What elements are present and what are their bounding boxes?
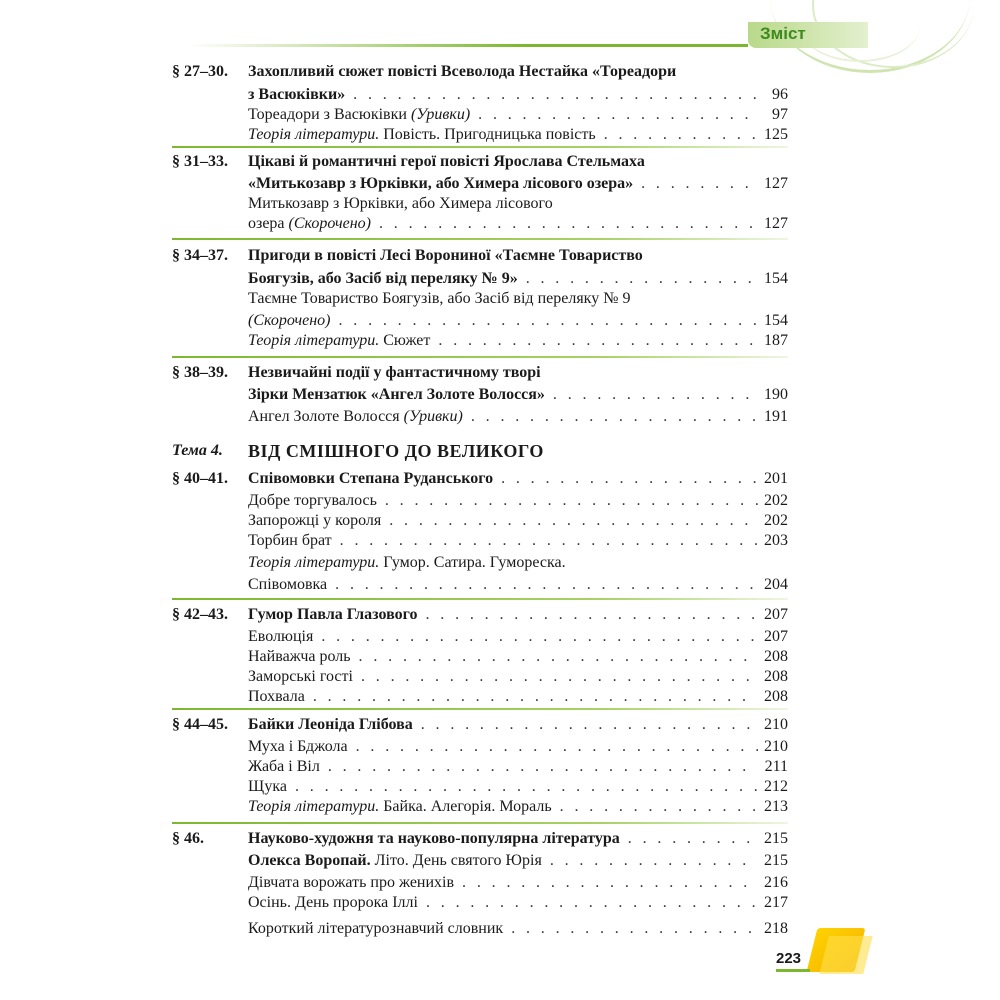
toc-entry-text — [248, 756, 320, 778]
page-ref: 217 — [764, 894, 788, 911]
toc-text-part: Осінь. День пророка Іллі — [248, 894, 418, 911]
toc-row — [0, 406, 1000, 428]
toc-row — [0, 714, 1000, 736]
toc-row — [0, 384, 1000, 406]
toc-entry-text — [248, 604, 417, 626]
toc-text-part: «Митькозавр з Юрківки, або Химера лісового озера» — [248, 175, 634, 192]
toc-text-part: (Уривки) — [403, 408, 463, 425]
toc-text-part: Таємне Товариство Боягузів, або Засіб від переляку № 9 — [248, 290, 631, 307]
toc-row — [0, 850, 1000, 872]
toc-row — [0, 574, 1000, 596]
page-ref: 218 — [764, 920, 788, 937]
page-ref: 190 — [764, 386, 788, 403]
toc-entry-text — [248, 61, 676, 83]
toc-entry-text — [248, 490, 377, 512]
toc-entry-text — [248, 193, 553, 215]
toc-text-part: Байка. Алегорія. Мораль — [379, 798, 552, 815]
toc-text-part: Гумор Павла Глазового — [248, 606, 418, 623]
leader-dots — [425, 604, 758, 626]
toc-row — [0, 530, 1000, 552]
toc-entry-text — [248, 124, 596, 146]
leader-dots — [526, 268, 758, 290]
section-separator — [172, 822, 788, 824]
page-ref: 96 — [772, 86, 788, 103]
toc-entry-text — [248, 626, 313, 648]
page-title: Зміст — [760, 24, 806, 43]
toc-text-part: Літо. День святого Юрія — [370, 852, 542, 869]
page-ref: 207 — [764, 628, 788, 645]
toc-entry-text — [248, 574, 327, 596]
leader-dots — [471, 406, 758, 428]
toc-row — [0, 173, 1000, 195]
toc-row — [0, 828, 1000, 850]
page-ref: 216 — [764, 874, 788, 891]
toc-text-part: (Скорочено) — [288, 215, 371, 232]
leader-dots — [328, 756, 758, 778]
section-separator — [172, 238, 788, 240]
toc-text-part: Щука — [248, 778, 287, 795]
toc-text-part: Короткий літературознавчий словник — [248, 920, 504, 937]
toc-row — [0, 796, 1000, 818]
page-ref: 211 — [764, 758, 788, 775]
toc-text-part: Олекса Воропай. — [248, 852, 371, 869]
page-ref: 125 — [764, 126, 788, 143]
leader-dots — [295, 776, 758, 798]
leader-dots — [550, 850, 758, 872]
toc-text-part: Співомовки Степана Руданського — [248, 470, 494, 487]
toc-entry-text — [248, 666, 353, 688]
toc-row — [0, 892, 1000, 914]
toc-text-part: Гумор. Сатира. Гумореска. — [379, 554, 566, 571]
toc-text-part: Боягузів, або Засіб від переляку № 9» — [248, 270, 518, 287]
page-ref: 208 — [764, 648, 788, 665]
leader-dots — [353, 84, 758, 106]
leader-dots — [361, 666, 758, 688]
toc-entry-text — [248, 310, 330, 332]
section-separator — [172, 598, 788, 600]
toc-text-part: Теорія літератури. — [248, 332, 380, 349]
leader-dots — [438, 330, 758, 352]
leader-dots — [511, 918, 758, 940]
toc-row — [0, 736, 1000, 758]
section-number: § 46. — [172, 830, 204, 847]
leader-dots — [426, 892, 758, 914]
section-number: § 44–45. — [172, 716, 228, 733]
leader-dots — [321, 626, 758, 648]
toc-text-part: Байки Леоніда Глібова — [248, 716, 413, 733]
toc-row — [0, 440, 1000, 462]
toc-entry-text — [248, 151, 645, 173]
page-ref: 202 — [764, 512, 788, 529]
toc-row — [0, 310, 1000, 332]
toc-row — [0, 666, 1000, 688]
toc-entry-text — [248, 330, 430, 352]
toc-entry-text — [248, 686, 305, 708]
leader-dots — [379, 213, 758, 235]
toc-entry-text — [248, 776, 287, 798]
page-ref: 204 — [764, 576, 788, 593]
page-ref: 191 — [764, 408, 788, 425]
toc-text-part: Захопливий сюжет повісті Всеволода Нестайка «Тореадори — [248, 63, 677, 80]
toc-row — [0, 104, 1000, 126]
page-ref: 215 — [764, 852, 788, 869]
toc-text-part: Пригоди в повісті Лесі Ворониної «Таємне Товариство — [248, 247, 643, 264]
toc-row — [0, 61, 1000, 83]
leader-dots — [462, 872, 758, 894]
toc-entry-text — [248, 468, 493, 490]
toc-row — [0, 552, 1000, 574]
toc-text-part: Ангел Золоте Волосся — [248, 408, 404, 425]
toc-row — [0, 151, 1000, 173]
toc-text-part: Заморські гості — [248, 668, 353, 685]
section-number: § 31–33. — [172, 153, 228, 170]
toc-row — [0, 510, 1000, 532]
page-number: 223 — [776, 950, 802, 967]
page-ref: 202 — [764, 492, 788, 509]
toc-row — [0, 268, 1000, 290]
toc-row — [0, 872, 1000, 894]
toc-entry-text — [248, 872, 454, 894]
toc-entry-text — [248, 850, 542, 872]
leader-dots — [604, 124, 758, 146]
section-separator — [172, 356, 788, 358]
leader-dots — [356, 736, 758, 758]
toc-row — [0, 776, 1000, 798]
toc-text-part: Теорія літератури. — [248, 798, 380, 815]
toc-entry-text — [248, 892, 418, 914]
section-number: § 42–43. — [172, 606, 228, 623]
leader-dots — [338, 310, 758, 332]
toc-row — [0, 626, 1000, 648]
toc-text-part: Тореадори з Васюківки — [248, 106, 411, 123]
toc-text-part: Похвала — [248, 688, 305, 705]
leader-dots — [340, 530, 758, 552]
toc-text-part: (Уривки) — [410, 106, 471, 123]
page-ref: 127 — [764, 215, 788, 232]
leader-dots — [641, 173, 758, 195]
page-ref: 208 — [764, 688, 788, 705]
toc-entry-text — [248, 646, 351, 668]
leader-dots — [501, 468, 758, 490]
leader-dots — [359, 646, 758, 668]
page-ref: 201 — [764, 470, 788, 487]
toc-row — [0, 686, 1000, 708]
toc-entry-text — [248, 384, 545, 406]
page-ref: 187 — [764, 332, 788, 349]
toc-text-part: Муха і Бджола — [248, 738, 348, 755]
toc-text-part: Добре торгувалось — [248, 492, 377, 509]
toc-entry-text — [248, 828, 620, 850]
toc-entry-text — [248, 213, 371, 235]
page-ref: 154 — [764, 270, 788, 287]
toc-entry-text — [248, 796, 552, 818]
toc-text-part: Науково-художня та науково-популярна література — [248, 830, 620, 847]
page-ref: 97 — [772, 106, 788, 123]
leader-dots — [553, 384, 758, 406]
leader-dots — [385, 490, 758, 512]
toc-row — [0, 646, 1000, 668]
toc-text-part: Еволюція — [248, 628, 314, 645]
toc-text-part: Дівчата ворожать про женихів — [248, 874, 455, 891]
toc-text-part: Сюжет — [379, 332, 431, 349]
toc-entry-text — [248, 510, 381, 532]
toc-entry-text — [248, 530, 332, 552]
toc-text-part: Теорія літератури. — [248, 554, 380, 571]
toc-entry-text — [248, 288, 630, 310]
theme-number: Тема 4. — [172, 442, 223, 459]
toc-row — [0, 245, 1000, 267]
toc-text-part: Повість. Пригодницька повість — [379, 126, 596, 143]
section-separator — [172, 146, 788, 148]
toc-text-part: ВІД СМІШНОГО ДО ВЕЛИКОГО — [248, 441, 544, 461]
toc-entry-text — [248, 440, 544, 462]
toc-entry-text — [248, 173, 633, 195]
toc-row — [0, 124, 1000, 146]
toc-text-part: з Васюківки» — [248, 86, 346, 103]
toc-row — [0, 362, 1000, 384]
toc-row — [0, 756, 1000, 778]
toc-text-part: Незвичайні події у фантастичному творі — [248, 364, 541, 381]
toc-entry-text — [248, 736, 348, 758]
section-number: § 27–30. — [172, 63, 228, 80]
page-ref: 208 — [764, 668, 788, 685]
toc-text-part: Цікаві й романтичні герої повісті Ярослава Стельмаха — [248, 153, 645, 170]
toc-entry-text — [248, 84, 345, 106]
toc-row — [0, 330, 1000, 352]
toc-entry-text — [248, 245, 643, 267]
leader-dots — [313, 686, 758, 708]
section-number: § 34–37. — [172, 247, 228, 264]
toc-entry-text — [248, 918, 503, 940]
toc-row — [0, 213, 1000, 235]
toc-entry-text — [248, 362, 541, 384]
page-ref: 212 — [764, 778, 788, 795]
toc-text-part: (Скорочено) — [248, 312, 331, 329]
section-number: § 40–41. — [172, 470, 228, 487]
toc-row — [0, 604, 1000, 626]
leader-dots — [389, 510, 758, 532]
page-ref: 203 — [764, 532, 788, 549]
toc-entry-text — [248, 406, 463, 428]
toc-text-part: Митькозавр з Юрківки, або Химера лісового — [248, 195, 553, 212]
toc-text-part: озера — [248, 215, 289, 232]
page-number-underline — [776, 969, 810, 972]
page-ref: 207 — [764, 606, 788, 623]
leader-dots — [628, 828, 758, 850]
leader-dots — [421, 714, 758, 736]
toc-row — [0, 288, 1000, 310]
page-ref: 213 — [764, 798, 788, 815]
page-ref: 127 — [764, 175, 788, 192]
toc-entry-text — [248, 268, 518, 290]
toc-text-part: Найважча роль — [248, 648, 351, 665]
toc-row — [0, 84, 1000, 106]
toc-text-part: Торбин брат — [248, 532, 332, 549]
leader-dots — [560, 796, 758, 818]
page-ref: 215 — [764, 830, 788, 847]
page-ref: 210 — [764, 716, 788, 733]
leader-dots — [335, 574, 758, 596]
page-ref: 154 — [764, 312, 788, 329]
toc-row — [0, 490, 1000, 512]
leader-dots — [478, 104, 758, 126]
toc-row — [0, 193, 1000, 215]
toc-entry-text — [248, 552, 566, 574]
toc-text-part: Теорія літератури. — [248, 126, 380, 143]
toc-text-part: Зірки Мензатюк «Ангел Золоте Волосся» — [248, 386, 545, 403]
page-ref: 210 — [764, 738, 788, 755]
section-number: § 38–39. — [172, 364, 228, 381]
toc-text-part: Жаба і Віл — [248, 758, 320, 775]
toc-text-part: Співомовка — [248, 576, 328, 593]
section-separator — [172, 708, 788, 710]
toc-entry-text — [248, 104, 470, 126]
toc-entry-text — [248, 714, 413, 736]
toc-row — [0, 468, 1000, 490]
toc-text-part: Запорожці у короля — [248, 512, 382, 529]
